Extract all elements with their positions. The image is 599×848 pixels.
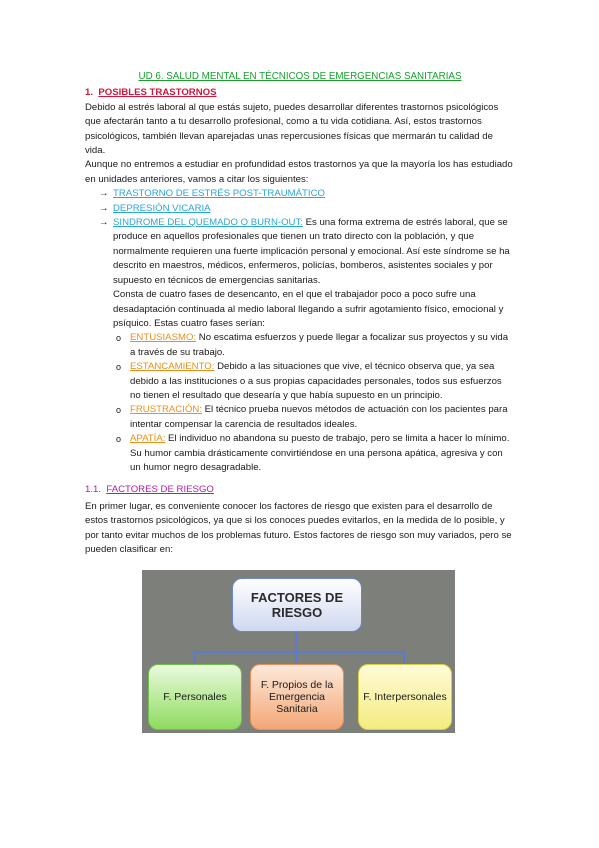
section-1-number: 1. (85, 87, 94, 99)
section-1-1-heading (85, 483, 515, 497)
section-1-paragraph-1: Debido al estrés laboral al que estás sujeto, puedes desarrollar diferentes trastornos psicológicos que afectarán tanto a tu desarrollo profesional, como a tu vida cotidiana. Así, estos trastornos psicológicos, también llevan aparejadas unas repercusiones físicas que mermarán tu calidad de vida. (85, 101, 499, 157)
disorder-label: SINDROME DEL QUEMADO O BURN-OUT: (113, 217, 303, 229)
section-1-title: POSIBLES TRASTORNOS (98, 87, 217, 99)
disorder-item (85, 216, 515, 288)
disorder-description: Es una forma extrema de estrés laboral, que se produce en aquellos profesionales que tienen un trato directo con la población, y que normalmente requieren una fuerte implicación personal y emocional. Así este síndrome se ha descrito en maestros, médicos, enfermeros, policías, bomberos, asistentes sociales y por supuesto en técnicos de emergencias sanitarias. (113, 217, 510, 286)
risk-factors-diagram (142, 570, 455, 733)
diagram-node-emergency: F. Propios de la Emergencia Sanitaria (250, 664, 344, 730)
phase-description: Debido a las situaciones que vive, el técnico observa que, ya sea debido a las instituciones o a sus propias capacidades personales, todos sus esfuerzos no tienen el resultado que desearía y que había supuesto en un principio. (130, 361, 502, 401)
phase-description: El técnico prueba nuevos métodos de actuación con los pacientes para intentar compensar la carencia de resultados ideales. (130, 404, 508, 430)
circle-bullet-icon: o (116, 333, 122, 344)
section-1-1-paragraph: En primer lugar, es conveniente conocer los factores de riesgo que existen para el desarrollo de estos trastornos psicológicos, ya que si los conoces puedes evitarlos, en la medida de lo posible, y por tanto evitar muchos de los problemas futuro. Estos factores de riesgo son muy variados, pero se pueden clasificar en: (85, 500, 512, 555)
section-1-1-title: FACTORES DE RIESGO (106, 484, 214, 496)
circle-bullet-icon: o (116, 434, 122, 445)
diagram-node-personal: F. Personales (148, 664, 242, 730)
phases-intro: Consta de cuatro fases de desencanto, en el que el trabajador poco a poco sufre una desadaptación continuada al medio laboral llegando a sufrir agotamiento físico, emocional y psíquico. Estas cuatro fases serían: (113, 289, 504, 329)
phase-label: ESTANCAMIENTO: (130, 361, 215, 373)
disorder-list (85, 187, 515, 288)
disorder-label: TRASTORNO DE ESTRÉS POST-TRAUMÁTICO (113, 188, 325, 200)
phase-description: No escatima esfuerzos y puede llegar a focalizar sus proyectos y su vida a través de su trabajo. (130, 332, 509, 358)
connector-line (403, 651, 405, 664)
phase-list (85, 331, 515, 475)
disorder-item (85, 187, 515, 201)
phase-label: APATÍA: (130, 433, 166, 445)
connector-line (194, 651, 404, 653)
circle-bullet-icon: o (116, 362, 122, 373)
connector-line (295, 651, 297, 664)
section-1-heading (85, 86, 515, 100)
phase-item (85, 403, 515, 432)
connector-line (295, 630, 297, 652)
arrow-icon: → (99, 217, 109, 229)
phase-label: FRUSTRACIÓN: (130, 404, 202, 416)
section-1-1-number: 1.1. (85, 484, 102, 496)
phase-item (85, 360, 515, 403)
phase-item (85, 331, 515, 360)
arrow-icon: → (99, 188, 109, 200)
phase-description: El individuo no abandona su puesto de trabajo, pero se limita a hacer lo mínimo. Su humor cambia drásticamente convirtiéndose en una persona apática, agresiva y con un humor negro desagradable. (130, 433, 510, 473)
diagram-root-node: FACTORES DE RIESGO (232, 578, 362, 632)
arrow-icon: → (99, 202, 109, 214)
phase-label: ENTUSIASMO: (130, 332, 197, 344)
phase-item (85, 432, 515, 475)
disorder-item (85, 202, 515, 216)
circle-bullet-icon: o (116, 405, 122, 416)
disorder-label: DEPRESIÓN VICARIA (113, 202, 211, 214)
connector-line (194, 651, 196, 664)
document-page (85, 70, 515, 557)
diagram-node-interpersonal: F. Interpersonales (358, 664, 452, 730)
section-1-paragraph-2: Aunque no entremos a estudiar en profundidad estos trastornos ya que la mayoría los has estudiado en unidades anteriores, vamos a citar los siguientes: (85, 159, 513, 185)
document-title: UD 6. SALUD MENTAL EN TÉCNICOS DE EMERGENCIAS SANITARIAS (138, 71, 462, 82)
